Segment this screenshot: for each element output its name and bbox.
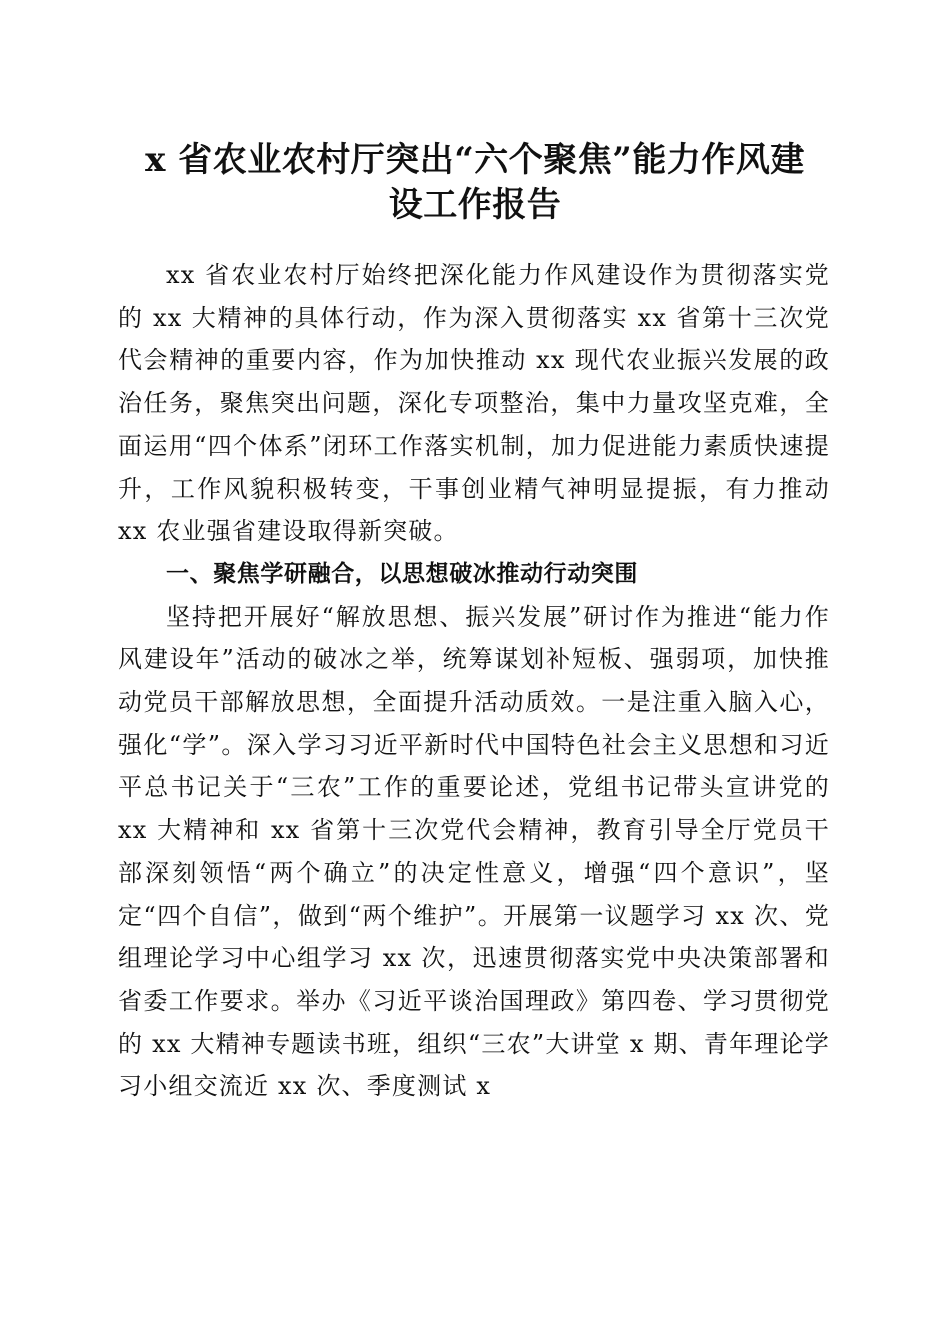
section-1-paragraph: 坚持把开展好“解放思想、振兴发展”研讨作为推进“能力作风建设年”活动的破冰之举，统筹谋划补短板、强弱项，加快推动党员干部解放思想，全面提升活动质效。一是注重入脑入心，强化“学”。深入学习习近平新时代中国特色社会主义思想和习近平总书记关于“三农”工作的重要论述，党组书记带头宣讲党的 xx 大精神和 xx 省第十三次党代会精神，教育引导全厅党员干部深刻领悟“两个确立”的决定性意义，增强“四个意识”，坚定“四个自信”，做到“两个维护”。开展第一议题学习 xx 次、党组理论学习中心组学习 xx 次，迅速贯彻落实党中央决策部署和省委工作要求。举办《习近平谈治国理政》第四卷、学习贯彻党的 xx 大精神专题读书班，组织“三农”大讲堂 x 期、青年理论学习小组交流近 xx 次、季度测试 x bbox=[118, 602, 830, 1101]
title-line-1: x 省农业农村厅突出“六个聚焦”能力作风建 bbox=[145, 140, 805, 180]
section-heading-1: 一、聚焦学研融合，以思想破冰推动行动突围 bbox=[166, 560, 638, 587]
intro-paragraph: xx 省农业农村厅始终把深化能力作风建设作为贯彻落实党的 xx 大精神的具体行动，作为深入贯彻落实 xx 省第十三次党代会精神的重要内容，作为加快推动 xx 现代农业振兴发展的政治任务，聚焦突出问题，深化专项整治，集中力量攻坚克难，全面运用“四个体系”闭环工作落实机制，加力促进能力素质快速提升，工作风貌积极转变，干事创业精气神明显提振，有力推动 xx 农业强省建设取得新突破。 bbox=[118, 261, 830, 546]
document-body bbox=[118, 254, 830, 1108]
title-line-2: 设工作报告 bbox=[388, 185, 562, 225]
document-title bbox=[100, 138, 850, 228]
